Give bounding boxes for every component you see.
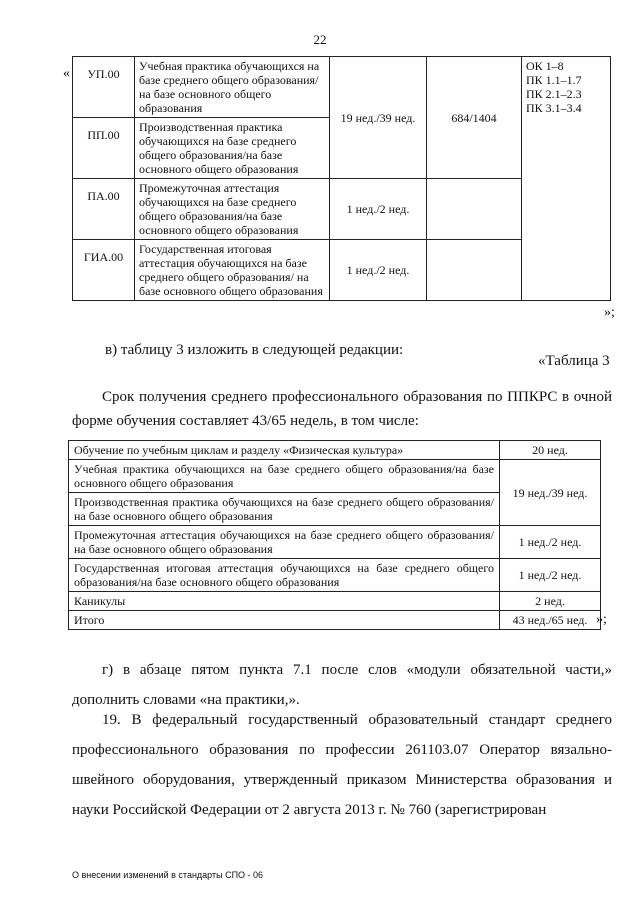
desc-cell: Промежуточная аттестация обучающихся на базе среднего общего образования/на базе основного общего образования — [135, 179, 330, 240]
practice-table — [72, 56, 611, 301]
footer-note: О внесении изменений в стандарты СПО - 06 — [72, 870, 264, 880]
row-value: 1 нед./2 нед. — [500, 526, 601, 559]
table-row — [69, 526, 601, 559]
row-label: Промежуточная аттестация обучающихся на базе среднего общего образования/на базе основного общего образования — [69, 526, 500, 559]
hours-cell: 684/1404 — [427, 57, 522, 179]
competency: ОК 1–8 — [526, 59, 564, 73]
row-label: Каникулы — [69, 592, 500, 611]
code-cell: ПА.00 — [73, 179, 135, 240]
code-cell: ПП.00 — [73, 118, 135, 179]
row-value: 43 нед./65 нед. — [500, 611, 601, 630]
hours-cell — [427, 179, 522, 240]
competency: ПК 3.1–3.4 — [526, 101, 582, 115]
hours-cell — [427, 240, 522, 301]
row-label: Государственная итоговая аттестация обучающихся на базе среднего общего образования/на базе основного общего образования — [69, 559, 500, 592]
table-row — [69, 559, 601, 592]
row-value: 19 нед./39 нед. — [500, 460, 601, 526]
row-value: 20 нед. — [500, 441, 601, 460]
close-quote: »; — [596, 612, 607, 627]
desc-cell: Производственная практика обучающихся на базе среднего общего образования/на базе основного общего образования — [135, 118, 330, 179]
duration-cell: 19 нед./39 нед. — [330, 57, 427, 179]
item-19: 19. В федеральный государственный образовательный стандарт среднего профессионального образования по профессии 261103.07 Оператор вязально-швейного оборудования, утвержденный приказом Министерства образования и науки Российской Федерации от 2 августа 2013 г. № 760 (зарегистрирован — [72, 712, 612, 818]
row-label: Итого — [69, 611, 500, 630]
table-row — [69, 460, 601, 493]
competency: ПК 2.1–2.3 — [526, 87, 582, 101]
desc-cell: Учебная практика обучающихся на базе среднего общего образования/на базе основного общего образования — [135, 57, 330, 118]
table-row — [69, 441, 601, 460]
code-cell: УП.00 — [73, 57, 135, 118]
duration-table — [68, 440, 601, 630]
competency: ПК 1.1–1.7 — [526, 73, 582, 87]
item-g: г) в абзаце пятом пункта 7.1 после слов «модули обязательной части,» дополнить словами «на практики,». — [72, 662, 612, 708]
table-row — [69, 592, 601, 611]
row-label: Обучение по учебным циклам и разделу «Физическая культура» — [69, 441, 500, 460]
duration-paragraph: Срок получения среднего профессионального образования по ППКРС в очной форме обучения составляет 43/65 недель, в том числе: — [72, 389, 612, 429]
row-value: 2 нед. — [500, 592, 601, 611]
table3-label: «Таблица 3 — [538, 353, 610, 369]
table-row — [73, 57, 611, 118]
duration-cell: 1 нед./2 нед. — [330, 179, 427, 240]
code-cell: ГИА.00 — [73, 240, 135, 301]
page-number: 22 — [313, 32, 327, 47]
duration-cell: 1 нед./2 нед. — [330, 240, 427, 301]
row-value: 1 нед./2 нед. — [500, 559, 601, 592]
row-label: Производственная практика обучающихся на базе среднего общего образования/на базе основного общего образования — [69, 493, 500, 526]
open-quote: « — [63, 66, 70, 81]
item-v: в) таблицу 3 изложить в следующей редакции: — [105, 342, 404, 358]
close-quote: »; — [604, 305, 615, 320]
competencies-cell — [522, 57, 611, 301]
table-row — [69, 611, 601, 630]
desc-cell: Государственная итоговая аттестация обучающихся на базе среднего общего образования/ на базе основного общего образования — [135, 240, 330, 301]
row-label: Учебная практика обучающихся на базе среднего общего образования/на базе основного общего образования — [69, 460, 500, 493]
